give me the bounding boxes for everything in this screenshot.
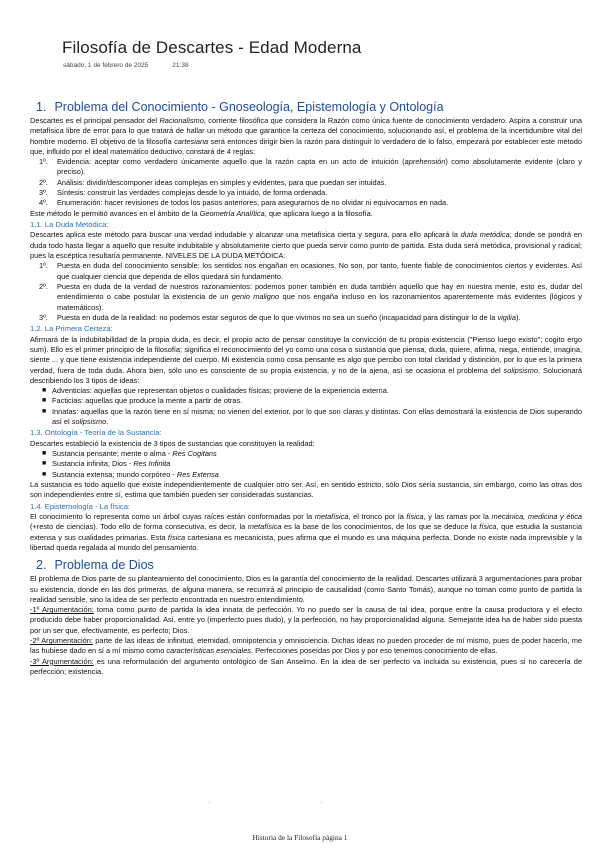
section-1-intro: Descartes es el principal pensador del Racionalismo, corriente filosófica que considera la Razón como única fuente de conocimiento verdadero. Aspira a construir una metafísica libre de error para lo que tratará de hallar un método que garantice la certeza del conocimiento, solucionando así, el problema de la incertidumbre vital del hombre moderno. El objetivo de la filosofía cartesiana será entonces dirigir bien la razón para distinguir lo verdadero de lo falso, empezará por establecer este método que, influido por el ideal matemático deductivo, constará de 4 reglas: (30, 116, 582, 156)
argument-3: -3º Argumentación: es una reformulación del argumento ontológico de San Anselmo. En la idea de ser perfecto va incluida su existencia, pues si no carecería de perfección; existencia. (30, 656, 582, 676)
list-item: ■ Innatas: aquellas que la razón tiene en sí misma; no vienen del exterior, por lo que son claras y distintas. Con ellas demostrará la existencia de Dios superando así el solipsismo. (42, 406, 582, 427)
list-item: 3º. Síntesis: construir las verdades complejas desde lo ya intuido, de forma ordenada. (39, 188, 328, 198)
list-item: 1º. Puesta en duda del conocimiento sensible: los sentidos nos engañan en ocasiones. No son, por tanto, fuente fiable de conocimientos ciertos y evidentes. Así que cualquier ciencia que dependa de ellos quedará sin fundamento. (39, 261, 582, 281)
time-text: 21:38 (172, 62, 189, 69)
bullet-icon: ■ (42, 387, 47, 395)
page-mark: · (320, 800, 322, 806)
doubt-levels-list (30, 261, 582, 323)
list-item: 2º. Análisis: dividir/descomponer ideas complejas en simples y evidentes, para que puedan ser intuidas. (39, 177, 387, 187)
list-item: ■ Sustancia extensa; mundo corpóreo - Res Extensa (42, 469, 219, 479)
document-content (30, 95, 582, 677)
page-title: Filosofía de Descartes - Edad Moderna (62, 38, 362, 57)
list-item: ■ Facticias: aquellas que produce la mente a partir de otras. (42, 396, 243, 406)
section-1-3-heading: 1.3. Ontología - Teoría de la Sustancia: (30, 428, 162, 438)
list-item: ■ Sustancia pensante; mente o alma - Res Cogitans (42, 449, 217, 459)
argument-2: -2º Argumentación: parte de las ideas de infinitud, eternidad, omnipotencia y omnisciencia. Dichas ideas no pueden proceder de mí mismo, pues de poder hacerlo, me las hubiese dado en sí a mí mismo como características esenciales. Perfecciones poseídas por Dios y por eso tenemos conocimiento de ellas. (30, 636, 582, 656)
section-1-1-text: Descartes aplica este método para buscar una verdad indudable y alcanzar una metafísica cierta y segura, para ello aplicará la duda metódica; donde se pondrá en duda todo hasta llegar a aquello que resulte indubitable y absolutamente cierto que pueda servir como punto de partida. Esta duda será metódica, provisional y radical; pues la escéptica resultaría permanente. NIVELES DE LA DUDA METÓDICA: (30, 230, 583, 261)
list-item: 2º. Puesta en duda de la verdad de nuestros razonamientos: podemos poner también en duda también aquello que hay en nuestra mente, esto es, dudar del entendimiento o cabe postular la existencia de un genio maligno que nos engaña incluso en los razonamientos aparentemente más evidentes (lógicos y matemáticos). (39, 281, 582, 312)
section-1-heading: 1. Problema del Conocimiento - Gnoseología, Epistemología y Ontología (36, 100, 444, 114)
bullet-icon: ■ (42, 397, 47, 405)
list-item: 3º. Puesta en duda de la realidad: no podemos estar seguros de que lo que vivimos no sea un sueño (incapacidad para distinguir lo de la vigilia). (39, 312, 521, 322)
page-footer: Historia de la Filosofía página 1 (252, 833, 348, 842)
argument-1: -1º Argumentación: toma como punto de partida la idea innata de perfección. Yo no puedo ser la causa de tal idea, porque entre la causa productora y el efecto producido debe haber proporcionalidad. Así, entre yo (imperfecto pues dudo), y la perfección, no hay proporcionalidad alguna. Semejante idea ha de haber sido puesta por un ser que, efectivamente, es perfecto; Dios. (30, 605, 582, 635)
method-rules-list (30, 157, 582, 208)
list-item: ■ Adventicias: aquellas que representan objetos o cualidades físicas; proviene de la experiencia externa. (42, 386, 389, 396)
bullet-icon: ■ (42, 460, 47, 468)
section-1-2-text: Afirmará de la indubitabilidad de la propia duda, es decir, el propio acto de pensar constituye la convicción de tu propia existencia ("Pienso luego existo"; cogito ergo sum). Ello es el primer principio de la filosofía; significa el reconocimiento del yo como una cosa o sustancia que piensa, duda, quiere, afirma, niega, entiende, imagina, siente ... y que tiene existencia independiente del cuerpo. Mi existencia como cosa pensante es algo que percibo con total claridad y distinción, por lo que es la primera verdad, fuera de toda duda. Ahora bien, sólo uno es consciente de su propia existencia, y no de la ajena, así se ocasiona el problema del solipsismo. Solucionará describiendo los 3 tipos de ideas: (30, 334, 582, 385)
bullet-icon: ■ (42, 450, 47, 458)
page-mark: · (208, 800, 210, 806)
section-1-after: Este método le permitió avances en el ámbito de la Geometría Analítica, que aplicara luego a la filosofía. (30, 208, 373, 218)
list-item: 4º. Enumeración: hacer revisiones de todos los pasos anteriores, para asegurarnos de no olvidar ni equivocarnos en nada. (39, 198, 449, 208)
section-1-3-intro: Descartes estableció la existencia de 3 tipos de sustancias que constituyen la realidad: (30, 438, 315, 448)
ideas-list (30, 386, 582, 427)
page-date (63, 62, 189, 69)
bullet-icon: ■ (42, 470, 47, 478)
section-1-4-heading: 1.4. Epistemología - La física: (30, 501, 131, 511)
section-1-4-text: El conocimiento lo representa como un árbol cuyas raíces están conformadas por la metafísica, el tronco por la física, y las ramas por la mecánica, medicina y ética (+resto de ciencias). Todo ello de forma consecutiva, es decir, la metafísica es la base de los conocimientos, de los que se deduce la física, que estudia la sustancia extensa y sus cualidades primarias. Esta física cartesiana es mecanicista, pues afirma que el mundo es una máquina perfecta. Donde no existe nada imprevisible y la libertad queda regalada al mundo del pensamiento. (30, 512, 583, 552)
section-1-1-heading: 1.1. La Duda Metódica: (30, 219, 109, 229)
bullet-icon: ■ (42, 407, 47, 415)
list-item: ■ Sustancia infinita; Dios - Res Infinita (42, 459, 171, 469)
section-1-2-heading: 1.2. La Primera Certeza: (30, 324, 113, 334)
substances-list (30, 449, 582, 480)
section-2-heading: 2. Problema de Dios (36, 558, 154, 573)
section-2-text: El problema de Dios parte de su planteamiento del conocimiento, Dios es la garantía del conocimiento de la realidad. Descartes utilizará 3 argumentaciones para probar su existencia, donde en las dos primeras, de alguna manera, se recurrirá al principio de causalidad (como Santo Tomás), aunque no toman como punto de partida la realidad sensible, sino la idea de ser perfecto encontrada en nuestro entendimiento. (30, 574, 582, 604)
section-1-3-after: La sustancia es todo aquello que existe independientemente de cualquier otro ser. Así, en sentido estricto, sólo Dios sería sustancia, sin embargo, como las otras dos son independientes entre sí, estima que también pueden ser consideradas sustancias. (30, 480, 582, 500)
date-text: sábado, 1 de febrero de 2025 (63, 62, 149, 69)
list-item: 1º. Evidencia: aceptar como verdadero únicamente aquello que la razón capta en un acto de intuición (aprehensión) como absolutamente evidente (claro y preciso). (39, 157, 583, 177)
